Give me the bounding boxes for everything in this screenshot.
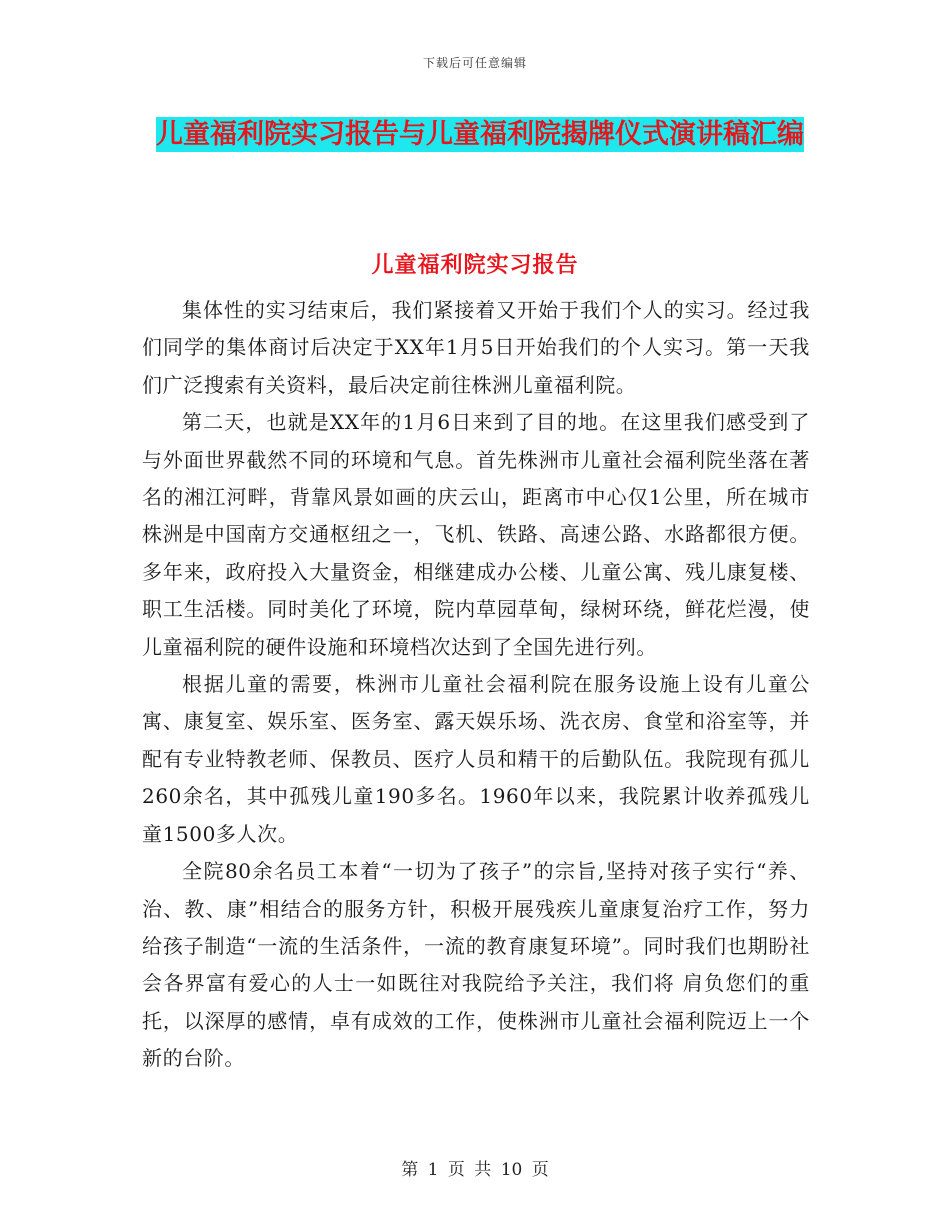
- paragraph: 根据儿童的需要，株洲市儿童社会福利院在服务设施上设有儿童公寓、康复室、娱乐室、医务室、露天娱乐场、洗衣房、食堂和浴室等，并配有专业特教老师、保教员、医疗人员和精干的后勤队伍。我院现有孤儿260余名，其中孤残儿童190多名。1960年以来，我院累计收养孤残儿童1500多人次。: [142, 672, 810, 846]
- document-title-text: 儿童福利院实习报告与儿童福利院揭牌仪式演讲稿汇编: [156, 119, 804, 150]
- paragraph: 全院80余名员工本着“一切为了孩子”的宗旨,坚持对孩子实行“养、治、教、康”相结合的服务方针，积极开展残疾儿童康复治疗工作，努力给孩子制造“一流的生活条件，一流的教育康复环境”。同时我们也期盼社会各界富有爱心的人士一如既往对我院给予关注，我们将 肩负您们的重托，以深厚的感情，卓有成效的工作，使株洲市儿童社会福利院迈上一个新的台阶。: [142, 859, 810, 1071]
- section-title: 儿童福利院实习报告: [371, 253, 579, 278]
- body-text: [142, 292, 810, 1078]
- paragraph: 集体性的实习结束后，我们紧接着又开始于我们个人的实习。经过我们同学的集体商讨后决定于XX年1月5日开始我们的个人实习。第一天我们广泛搜索有关资料，最后决定前往株洲儿童福利院。: [142, 298, 810, 397]
- paragraph: 第二天，也就是XX年的1月6日来到了目的地。在这里我们感受到了与外面世界截然不同的环境和气息。首先株洲市儿童社会福利院坐落在著名的湘江河畔，背靠风景如画的庆云山，距离市中心仅1公里，所在城市株洲是中国南方交通枢纽之一，飞机、铁路、高速公路、水路都很方便。多年来，政府投入大量资金，相继建成办公楼、儿童公寓、残儿康复楼、职工生活楼。同时美化了环境，院内草园草甸，绿树环绕，鲜花烂漫，使儿童福利院的硬件设施和环境档次达到了全国先进行列。: [142, 410, 810, 659]
- document-title: [140, 112, 820, 158]
- header-note: 下载后可任意编辑: [422, 56, 527, 70]
- page-number-footer: 第 1 页 共 10 页: [401, 1160, 549, 1180]
